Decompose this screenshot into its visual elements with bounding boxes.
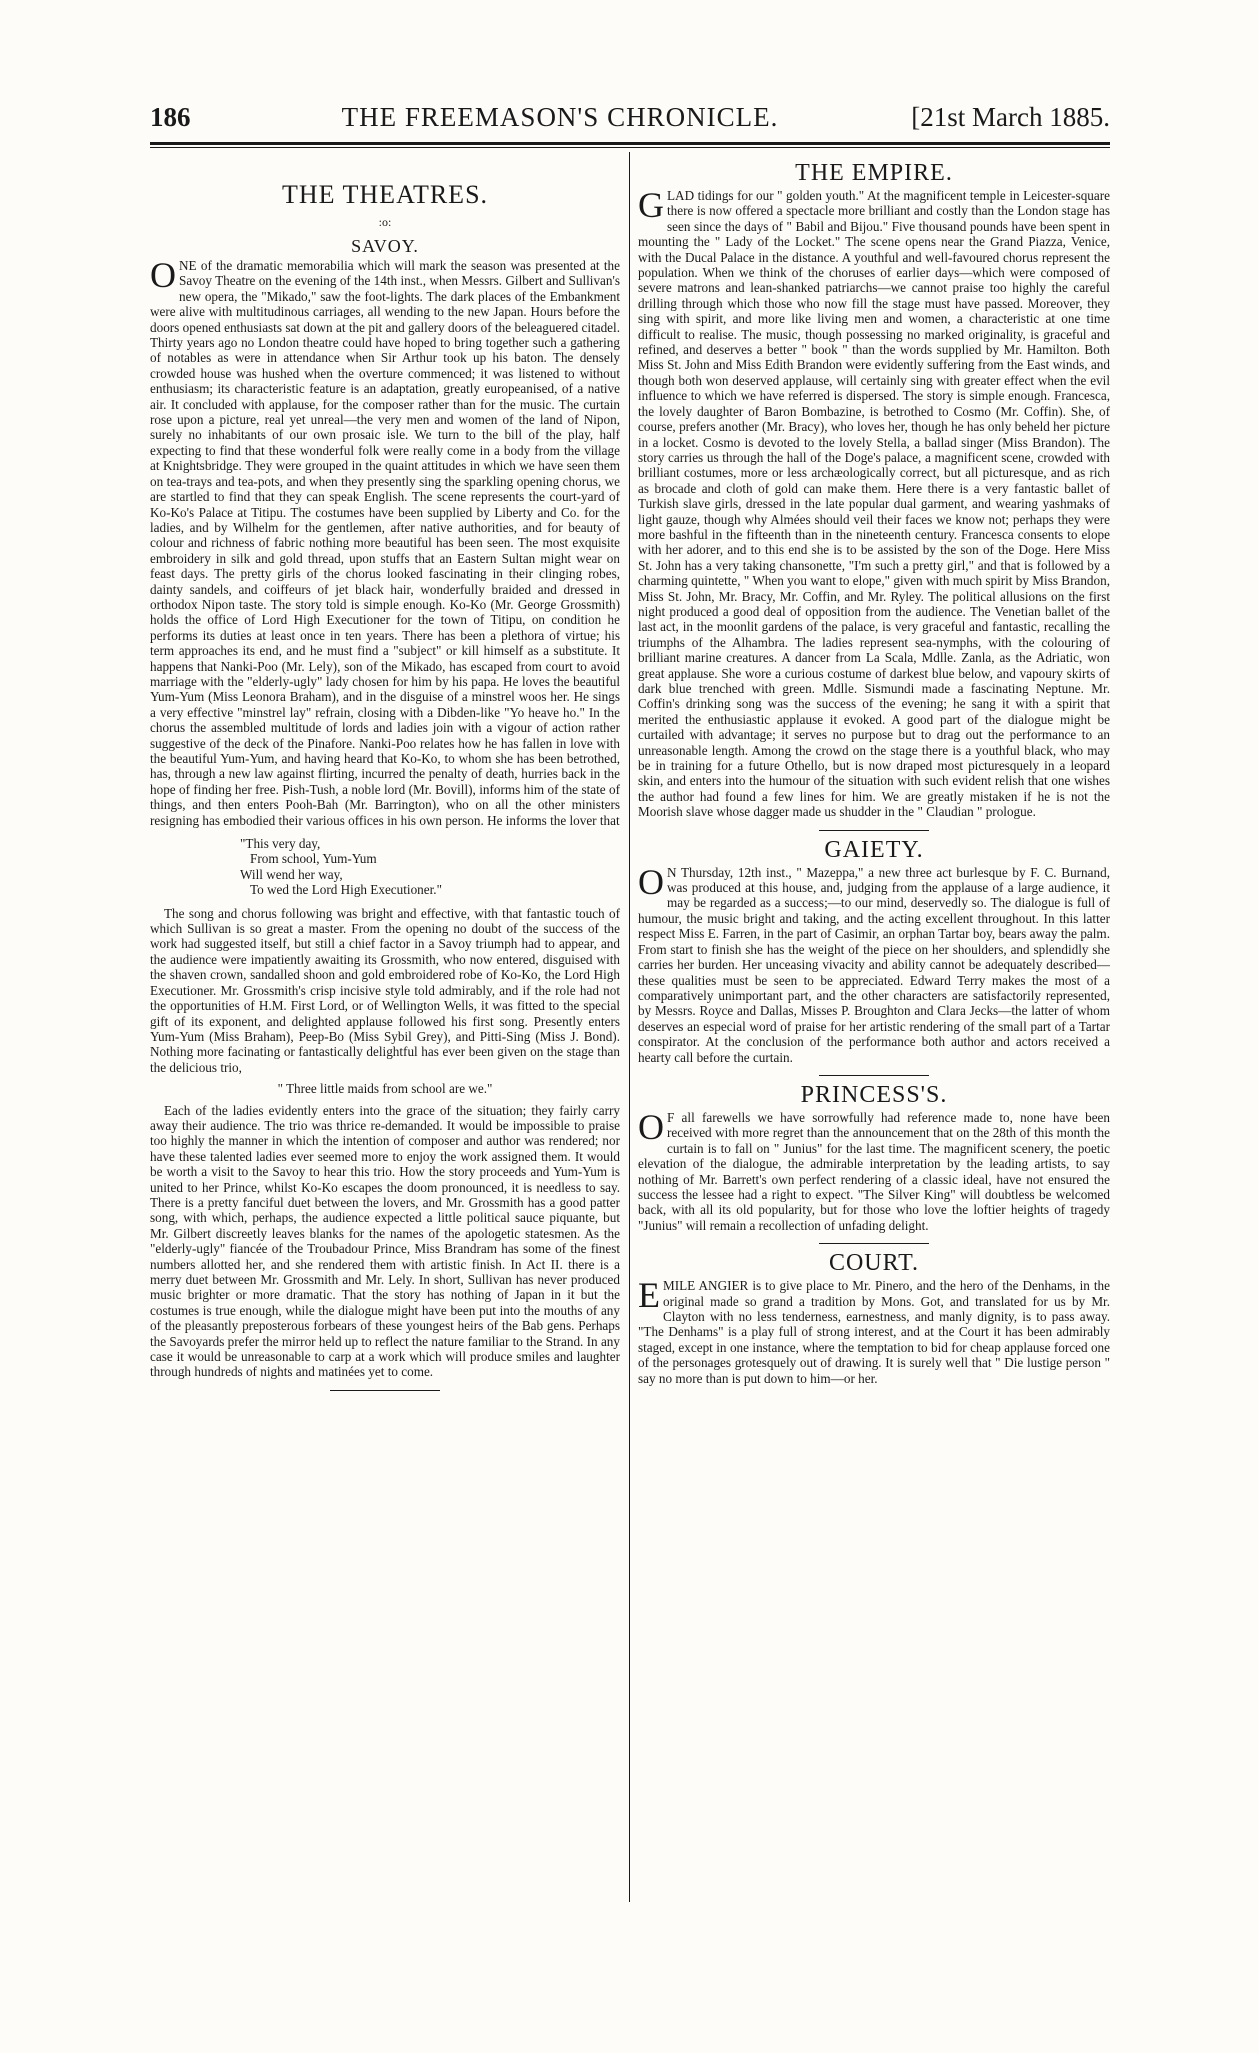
gaiety-paragraph: O N Thursday, 12th inst., " Mazeppa," a new three act burlesque by F. C. Burnand, was produced at this house, and, judging from the applause of a large audience, it may be regarded as a success;—to our mind, deservedly so. The dialogue is full of humour, the music bright and taking, and the acting excellent throughout. In this latter respect Miss E. Farren, in the part of Casimir, an orphan Tartar boy, bears away the palm. From start to finish she has the weight of the piece on her shoulders, and splendidly she carries her burden. Her unceasing vivacity and ability cannot be adequately described—these qualities must be seen to be appreciated. Edward Terry makes the most of a comparatively unimportant part, and the other characters are satisfactorily represented, by Messrs. Royce and Dallas, Misses P. Broughton and Clara Jecks—the latter of whom deserves an especial word of praise for her artistic rendering of the small part of a Tartar conspirator. At the conclusion of the performance both author and actors received a hearty call before the curtain. (638, 861, 1110, 1065)
drop-cap: O (150, 255, 176, 295)
princesss-paragraph: O F all farewells we have sorrowfully had reference made to, none have been received with more regret than the announcement that on the 28th of this month the curtain is to fall on " Junius" for the last time. The magnificent scenery, the poetic elevation of the dialogue, the admirable interpretation by the leading artists, to say nothing of Mr. Barrett's own perfect rendering of a classic ideal, have not ensured the success the lessee had a right to expect. "The Silver King" will doubtless be welcomed back, with all its old popularity, but for those who love the loftier heights of tragedy "Junius" will remain a recollection of unfading delight. (638, 1106, 1110, 1233)
drop-cap: G (638, 185, 664, 225)
left-column (150, 158, 620, 1395)
page-number: 186 (150, 102, 191, 132)
page-header (150, 102, 1110, 142)
savoy-paragraph-1: ONE of the dramatic memorabilia which will mark the season was presented at the Savoy Theatre on the evening of the 14th inst., when Messrs. Gilbert and Sullivan's new opera, the "Mikado," saw the foot-lights. The dark places of the Embankment were alive with multitudinous carriages, all wending to the new Japan. Hours before the doors opened enthusiasts sat down at the pit and gallery doors of the beleaguered citadel. Thirty years ago no London theatre could have hoped to bring together such a gathering of notables as were in attendance when Sir Arthur took up his baton. The densely crowded house was hushed when the overture commenced; it was listened to without enthusiasm; its characteristic feature is an adaptation, greatly europeanised, of a native air. It concluded with applause, for the composer rather than for the music. The curtain rose upon a picture, real yet unreal—the very men and women of the land of Nipon, surely no inhabitants of our own prosaic isle. We turn to the bill of the play, half expecting to find that these wonderful folk were really come in a body from the village at Knightsbridge. They were grouped in the quaint attitudes in which we have seen them on tea-trays and tea-pots, and when they presently sing the sparkling opening chorus, we are startled to find that they can speak English. The scene represents the court-yard of Ko-Ko's Palace at Titipu. The costumes have been supplied by Liberty and Co. for the ladies, and by Wilhelm for the gentlemen, after native authorities, and for beauty of colour and richness of fabric nothing more beautiful has been seen. The most exquisite embroidery in silk and gold thread, upon stuffs that an Eastern Sultan might wear on feast days. The pretty girls of the chorus looked fascinating in their clinging robes, dainty sandels, and coiffeurs of jet black hair, wonderfully braided and dressed in orthodox Nipon taste. The story told is simple enough. Ko-Ko (Mr. George Grossmith) holds the office of Lord High Executioner for the town of Titipu, on condition he performs its duties at least once in ten years. There has been a plethora of virtue; his term approaches its end, and he must find a "subject" or kill himself as a substitute. It happens that Nanki-Poo (Mr. Lely), son of the Mikado, has escaped from court to avoid marriage with the "elderly-ugly" lady chosen for him by his papa. He loves the beautiful Yum-Yum (Miss Leonora Braham), and in the disguise of a minstrel woos her. He sings a very effective "minstrel lay" refrain, closing with a Dibden-like "Yo heave ho." In the chorus the assembled multitude of lords and ladies join with a vigour of action rather suggestive of the deck of the Pinafore. Nanki-Poo relates how he has fallen in love with the beautiful Yum-Yum, and having heard that Ko-Ko, to whom she has been betrothed, has, through a new law against flirting, incurred the penalty of death, hurries back in the hope of finding her free. Pish-Tush, a noble lord (Mr. Bovill), informs him of the state of things, and then enters Pooh-Bah (Mr. Barrington), who on all the other ministers resigning has embodied their various offices in his own person. He informs the lover that (150, 255, 620, 828)
ornament-divider: :o: (378, 215, 392, 229)
section-rule (819, 1075, 929, 1076)
verse-line: To wed the Lord High Executioner." (250, 882, 442, 898)
empire-paragraph: GLAD tidings for our " golden youth." At the magnificent temple in Leicester-square there is now offered a spectacle more brilliant and costly than the London stage has seen since the days of " Babil and Bijou." Five thousand pounds have been spent in mounting the " Lady of the Locket." The scene opens near the Grand Piazza, Venice, with the Ducal Palace in the distance. A youthful and well-favoured chorus represent the population. When we think of the choruses of earlier days—which were composed of severe matrons and lean-shanked patriarchs—we cannot praise too highly the careful drilling through which those who now fill the stage must have passed. Moreover, they sing with spirit, and more like living men and women, a characteristic at one time difficult to realise. The music, though possessing no marked originality, is graceful and refined, and deserves a better " book " than the words supplied by Mr. Hamilton. Both Miss St. John and Miss Edith Brandon were evidently suffering from the East winds, and though both won deserved applause, will certainly sing with greater effect when the evil influence to which we have referred is dispersed. The story is simple enough. Francesca, the lovely daughter of Baron Bombazine, is betrothed to Cosmo (Mr. Coffin). She, of course, prefers another (Mr. Bracy), who loves her, though he has only beheld her picture in a locket. Cosmo is devoted to the lovely Stella, a ballad singer (Miss Brandon). The story carries us through the hall of the Doge's palace, a magnificent scene, crowded with brilliant costumes, more or less archæologically correct, but all picturesque, and as rich as brocade and cloth of gold can make them. Here there is a very fantastic ballet of Turkish slave girls, dressed in the late popular dual garment, and wearing yashmaks of light gauze, though why Almées should veil their faces we know not; perhaps they were more bashful in the fifteenth than in the nineteenth century. Francesca consents to elope with her adorer, and to this end she is to be assisted by the son of the Doge. Here Miss St. John has a very taking chansonette, "I'm such a pretty girl," and that is followed by a charming quintette, " When you want to elope," given with much spirit by Miss Brandon, Miss St. John, Mr. Bracy, Mr. Coffin, and Mr. Ryley. The political allusions on the first night produced a good deal of opposition from the audience. The Venetian ballet of the last act, in the moonlit gardens of the palace, is very graceful and fantastic, recalling the triumphs of the Alhambra. The ladies represent sea-nymphs, with the colouring of brilliant marine creatures. A dancer from La Scala, Mdlle. Zanla, as the Adriatic, won great applause. She wore a curious costume of darkest blue below, and vapoury skirts of dark blue trenched with green. Mdlle. Sismundi made a fascinating Neptune. Mr. Coffin's drinking song was the success of the evening; he sang it with a spirit that merited the enthusiastic applause it evoked. A good part of the dialogue might be curtailed with advantage; it serves no purpose but to drag out the performance to an unreasonable length. Among the crowd on the stage there is a youthful black, who may be in training for a future Othello, but is now draped most picturesquely in a leopard skin, and enters into the humour of the situation with such evident relish that one wishes the author had found a few lines for him. We are greatly mistaken if he is not the Moorish slave whose dagger made us shudder in the " Claudian " prologue. (638, 185, 1110, 820)
issue-date: [21st March 1885. (911, 102, 1110, 132)
section-heading-princesss: PRINCESS'S. (800, 1081, 948, 1108)
section-heading-court: COURT. (828, 1250, 920, 1277)
section-rule (819, 830, 929, 831)
section-heading-theatres: THE THEATRES. (281, 180, 489, 209)
savoy-paragraph-3: Each of the ladies evidently enters into the grace of the situation; they fairly carry away their audience. The trio was thrice re-demanded. It would be impossible to praise too highly the manner in which the intention of composer and author was rendered; nor have these talented ladies ever seemed more to enjoy the work assigned them. It would be worth a visit to the Savoy to hear this trio. How the story proceeds and Yum-Yum is united to her Prince, whilst Ko-Ko escapes the doom pronounced, it is needless to say. There is a pretty fanciful duet between the lovers, and Mr. Grossmith has a good patter song, with which, perhaps, the audience expected a little political sauce piquante, but Mr. Gilbert discreetly leaves blanks for the names of the apologetic statesmen. As the "elderly-ugly" fiancée of the Troubadour Prince, Miss Brandram has some of the finest numbers allotted her, and she rendered them with artistic finish. In Act II. there is a merry duet between Mr. Grossmith and Mr. Lely. In short, Sullivan has never produced music brighter or more dramatic. That the story has nothing of Japan in it but the costumes is true enough, while the dialogue might have been put into the mouths of any of the pleasantly preposterous forbears of these youngest heirs of the Bab gens. Perhaps the Savoyards prefer the mirror held up to reflect the nature familiar to the Strand. In any case it would be unreasonable to carp at a work which will produce smiles and laughter through hundreds of nights and matinées yet to come. (150, 1102, 620, 1380)
section-heading-gaiety: GAIETY. (824, 836, 924, 863)
right-column (638, 158, 1110, 1386)
header-rule-thin (150, 147, 1110, 148)
drop-cap: O (638, 1106, 664, 1147)
drop-cap: O (638, 861, 664, 902)
savoy-paragraph-2: The song and chorus following was bright and effective, with that fantastic touch of which Sullivan is so great a master. From the opening no doubt of the success of the work had suggested itself, but still a chief factor in a Savoy triumph had to appear, and the audience were impatiently awaiting its Grossmith, who now entered, disguised with the shaven crown, sandalled shoon and gold embroidered robe of Ko-Ko, the Lord High Executioner. Mr. Grossmith's crisp incisive style told admirably, and if the role had not the opportunities of H.M. First Lord, or of Wellington Wells, it was fitted to the special gift of its exponent, and delighted applause followed his first song. Presently enters Yum-Yum (Miss Braham), Peep-Bo (Miss Sybil Grey), and Pitti-Sing (Miss J. Bond). Nothing more facinating or fantastically delightful has ever been given on the stage than the delicious trio, (150, 905, 620, 1075)
header-rule (150, 142, 1110, 145)
court-paragraph: EMILE ANGIER is to give place to Mr. Pinero, and the hero of the Denhams, in the original made so grand a tradition by Mons. Got, and translated for us by Mr. Clayton with no less tenderness, earnestness, and manly dignity, is to pass away. "The Denhams" is a play full of strong interest, and at the Court it has been admirably staged, except in one instance, where the temptation to bid for cheap applause forced one of the personages grotesquely out of drawing. It is surely well that " Die lustige person " say no more than is put down to him—or her. (638, 1275, 1110, 1386)
song-quotation: " Three little maids from school are we." (277, 1081, 493, 1097)
section-rule (819, 1243, 929, 1244)
section-heading-empire: THE EMPIRE. (795, 160, 953, 186)
verse-line: "This very day, (240, 836, 321, 852)
verse-line: From school, Yum-Yum (250, 851, 377, 867)
verse-quotation (240, 836, 620, 898)
column-divider (629, 152, 630, 1902)
end-rule (330, 1390, 440, 1391)
masthead-title: THE FREEMASON'S CHRONICLE. (341, 102, 779, 132)
drop-cap: E (638, 1275, 660, 1316)
verse-line: Will wend her way, (240, 866, 343, 882)
subheading-savoy: SAVOY. (351, 236, 419, 256)
